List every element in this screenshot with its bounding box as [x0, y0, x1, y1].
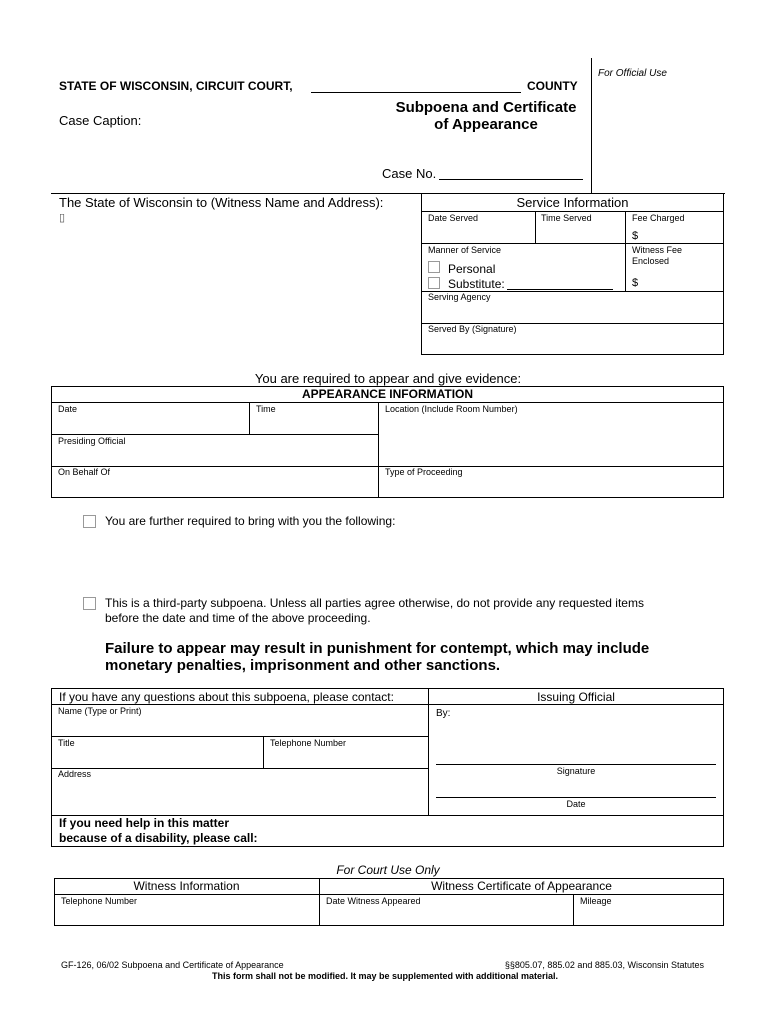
service-rule-2 [421, 243, 724, 244]
service-col-1 [535, 211, 536, 244]
page-title-line2: of Appearance [434, 116, 538, 133]
court-use-col-2 [573, 894, 574, 926]
disability-help-label [59, 816, 258, 846]
witness-address-glyph: ▯ [59, 212, 66, 224]
appearance-time-label: Time [256, 404, 276, 414]
issuing-official-title: Issuing Official [537, 690, 615, 704]
served-by-label: Served By (Signature) [428, 324, 517, 334]
serving-agency-label: Serving Agency [428, 292, 491, 302]
contact-rule-1 [51, 704, 724, 705]
issuing-date-label: Date [566, 799, 586, 809]
service-rule-1 [421, 211, 724, 212]
substitute-service-label: Substitute: [448, 277, 505, 291]
contact-rule-3 [51, 768, 428, 769]
contact-col-2 [263, 736, 264, 768]
contact-rule-2 [51, 736, 428, 737]
case-number-field[interactable] [439, 179, 583, 180]
third-party-checkbox[interactable] [83, 597, 96, 610]
location-label: Location (Include Room Number) [385, 404, 518, 414]
contact-question-label: If you have any questions about this subpoena, please contact: [59, 690, 394, 704]
contact-title-label: Title [58, 738, 75, 748]
official-use-label: For Official Use [598, 68, 667, 79]
contact-col-divider [428, 688, 429, 815]
page-title [380, 99, 592, 133]
bring-items-checkbox[interactable] [83, 515, 96, 528]
witness-fee-label [632, 245, 682, 267]
disability-line2: because of a disability, please call: [59, 831, 258, 845]
county-label: COUNTY [527, 79, 578, 93]
service-col-2 [625, 211, 626, 291]
contact-telephone-label: Telephone Number [270, 738, 347, 748]
presiding-official-label: Presiding Official [58, 436, 126, 446]
type-of-proceeding-label: Type of Proceeding [385, 467, 463, 477]
witness-fee-dollar: $ [632, 277, 639, 289]
court-telephone-label: Telephone Number [61, 896, 138, 906]
appearance-intro: You are required to appear and give evidence: [254, 371, 522, 386]
contact-name-label: Name (Type or Print) [58, 706, 142, 716]
witness-name-address-label: The State of Wisconsin to (Witness Name and Address): [59, 195, 384, 210]
contact-address-label: Address [58, 769, 92, 779]
case-caption-label: Case Caption: [59, 113, 142, 128]
appearance-rule-2 [51, 434, 378, 435]
bring-items-label: You are further required to bring with you the following: [105, 514, 396, 528]
date-served-label: Date Served [428, 213, 479, 223]
witness-fee-line2: Enclosed [632, 256, 670, 266]
court-use-rule-1 [54, 894, 724, 895]
court-heading: STATE OF WISCONSIN, CIRCUIT COURT, [59, 79, 293, 93]
contempt-warning-line1: Failure to appear may result in punishment for contempt, which may include [105, 640, 650, 657]
appearance-col-2 [378, 402, 379, 498]
appearance-information-title: APPEARANCE INFORMATION [301, 387, 474, 401]
substitute-service-checkbox[interactable] [428, 277, 440, 289]
witness-fee-line1: Witness Fee [632, 245, 683, 255]
third-party-line1: This is a third-party subpoena. Unless all parties agree otherwise, do not provide any requested items [105, 596, 644, 610]
contempt-warning-line2: monetary penalties, imprisonment and other sanctions. [105, 657, 501, 674]
witness-certificate-title: Witness Certificate of Appearance [431, 879, 612, 893]
fee-charged-dollar: $ [632, 230, 639, 242]
personal-service-label: Personal [448, 262, 496, 276]
county-name-field[interactable] [311, 92, 521, 93]
date-witness-appeared-label: Date Witness Appeared [326, 896, 421, 906]
issuing-by-label: By: [436, 708, 451, 719]
signature-label: Signature [556, 766, 596, 776]
on-behalf-of-label: On Behalf Of [58, 467, 111, 477]
mileage-label: Mileage [580, 896, 612, 906]
third-party-notice [105, 596, 644, 626]
third-party-line2: before the date and time of the above proceeding. [105, 611, 371, 625]
contempt-warning [105, 640, 649, 674]
appearance-date-label: Date [58, 404, 78, 414]
issuing-date-line[interactable] [436, 797, 716, 798]
modification-notice: This form shall not be modified. It may be supplemented with additional material. [211, 971, 559, 981]
page-title-line1: Subpoena and Certificate [395, 99, 577, 116]
form-id: GF-126, 06/02 Subpoena and Certificate of Appearance [61, 960, 284, 970]
disability-line1: If you need help in this matter [59, 816, 230, 830]
appearance-col-1 [249, 402, 250, 434]
court-use-title: For Court Use Only [336, 863, 440, 877]
signature-line[interactable] [436, 764, 716, 765]
fee-charged-label: Fee Charged [632, 213, 685, 223]
personal-service-checkbox[interactable] [428, 261, 440, 273]
manner-of-service-label: Manner of Service [428, 245, 502, 255]
statutes-reference: §§805.07, 885.02 and 885.03, Wisconsin Statutes [504, 960, 704, 970]
witness-information-title: Witness Information [133, 879, 240, 893]
case-number-label: Case No. [382, 166, 437, 181]
time-served-label: Time Served [541, 213, 592, 223]
appearance-rule-1 [51, 402, 724, 403]
substitute-field[interactable] [507, 289, 613, 290]
service-information-title: Service Information [516, 195, 629, 210]
